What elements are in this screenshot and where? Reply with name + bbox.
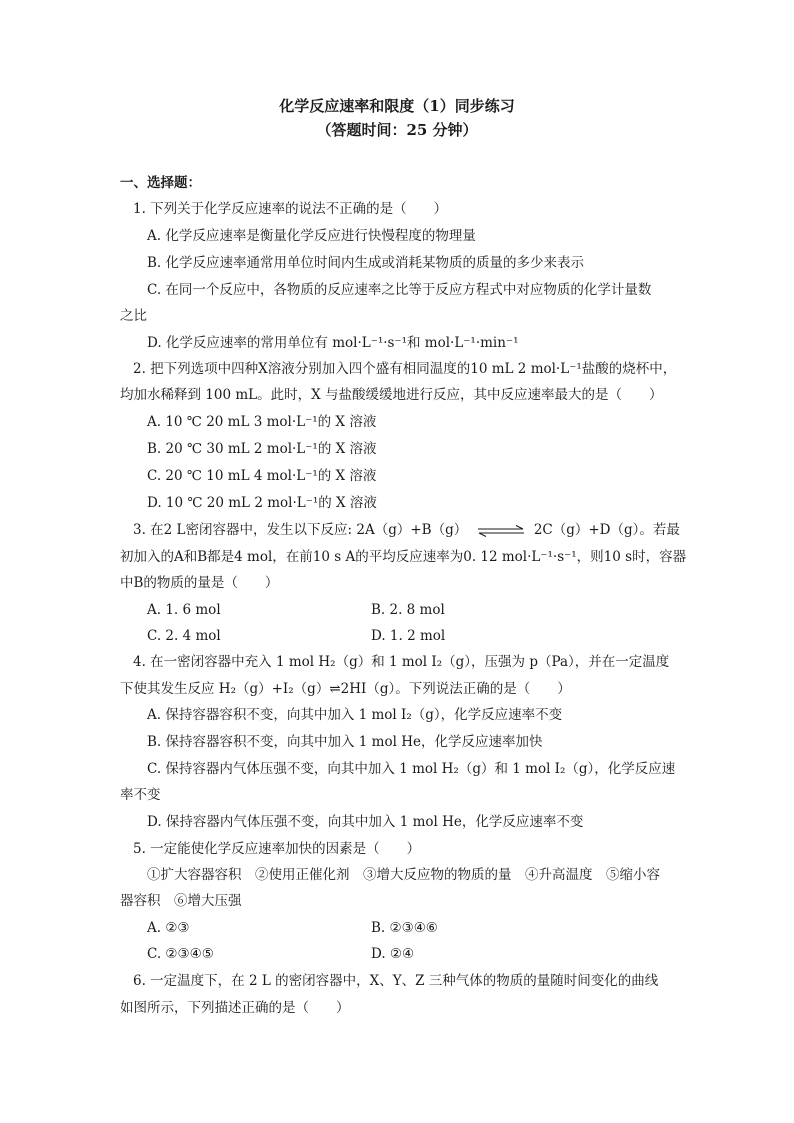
question-4-stem-cont: 下使其发生反应 H₂（g）+I₂（g）⇌2HI（g）。下列说法正确的是（ ） [120,681,571,697]
section-title: 一、选择题： [120,175,201,191]
question-3-stem [133,521,680,539]
question-1-option-a: A. 化学反应速率是衡量化学反应进行快慢程度的物理量 [147,228,476,244]
question-1-option-b: B. 化学反应速率通常用单位时间内生成或消耗某物质的质量的多少来表示 [147,255,585,271]
question-4-option-a: A. 保持容器容积不变，向其中加入 1 mol I₂（g），化学反应速率不变 [147,707,563,723]
question-4-option-c: C. 保持容器内气体压强不变，向其中加入 1 mol H₂（g）和 1 mol I₂（g），化学反应速 [147,761,676,777]
question-3-option-d: D. 1. 2 mol [371,628,446,644]
page-title: 化学反应速率和限度（1）同步练习 [279,97,515,115]
question-3-option-c: C. 2. 4 mol [147,628,221,644]
question-1-option-c-cont: 之比 [120,308,147,324]
question-5-option-c: C. ②③④⑤ [147,946,214,962]
question-5-option-b: B. ②③④⑥ [371,920,438,936]
question-4-option-b: B. 保持容器容积不变，向其中加入 1 mol He，化学反应速率加快 [147,734,543,750]
question-6-stem: 6. 一定温度下，在 2 L 的密闭容器中，X、Y、Z 三种气体的物质的量随时间变化的曲线 [133,973,659,989]
question-3-stem-cont-2: 中B的物质的量是（ ） [120,575,279,591]
question-1-option-c: C. 在同一个反应中，各物质的反应速率之比等于反应方程式中对应物质的化学计量数 [147,282,652,298]
question-2-option-a: A. 10 ℃ 20 mL 3 mol·L⁻¹的 X 溶液 [147,414,377,430]
question-3-stem-right: 2C（g）+D（g）。若最 [533,522,680,538]
question-3-stem-cont: 初加入的A和B都是4 mol，在前10 s A的平均反应速率为0. 12 mol·L⁻¹·s⁻¹，则10 s时，容器 [120,549,687,565]
question-5-stem: 5. 一定能使化学反应速率加快的因素是（ ） [133,841,421,857]
question-6-stem-cont: 如图所示，下列描述正确的是（ ） [120,1000,350,1016]
question-2-stem-cont: 均加水稀释到 100 mL。此时，X 与盐酸缓缓地进行反应，其中反应速率最大的是（ ） [120,387,663,403]
question-4-option-d: D. 保持容器内气体压强不变，向其中加入 1 mol He，化学反应速率不变 [147,814,584,830]
page-subtitle: （答题时间：25 分钟） [316,121,478,139]
question-3-stem-left: 3. 在2 L密闭容器中，发生以下反应: 2A（g）+B（g） [133,522,468,538]
question-5-option-a: A. ②③ [147,920,190,936]
question-1-option-d: D. 化学反应速率的常用单位有 mol·L⁻¹·s⁻¹和 mol·L⁻¹·min⁻¹ [147,335,519,351]
equilibrium-arrow-icon [476,524,526,538]
question-2-option-c: C. 20 ℃ 10 mL 4 mol·L⁻¹的 X 溶液 [147,468,377,484]
question-3-option-a: A. 1. 6 mol [147,602,221,618]
question-4-option-c-cont: 率不变 [120,787,161,803]
question-5-items: ①扩大容器容积 ②使用正催化剂 ③增大反应物的物质的量 ④升高温度 ⑤缩小容 [147,867,660,883]
question-5-option-d: D. ②④ [371,946,415,962]
question-2-option-d: D. 10 ℃ 20 mL 2 mol·L⁻¹的 X 溶液 [147,495,377,511]
question-1-stem: 1. 下列关于化学反应速率的说法不正确的是（ ） [133,201,448,217]
question-3-option-b: B. 2. 8 mol [371,602,445,618]
question-5-items-cont: 器容积 ⑥增大压强 [120,893,242,909]
question-2-stem: 2. 把下列选项中四种X溶液分别加入四个盛有相同温度的10 mL 2 mol·L⁻¹盐酸的烧杯中， [133,361,677,377]
question-2-option-b: B. 20 ℃ 30 mL 2 mol·L⁻¹的 X 溶液 [147,441,377,457]
question-4-stem: 4. 在一密闭容器中充入 1 mol H₂（g）和 1 mol I₂（g），压强为 p（Pa），并在一定温度 [133,654,670,670]
